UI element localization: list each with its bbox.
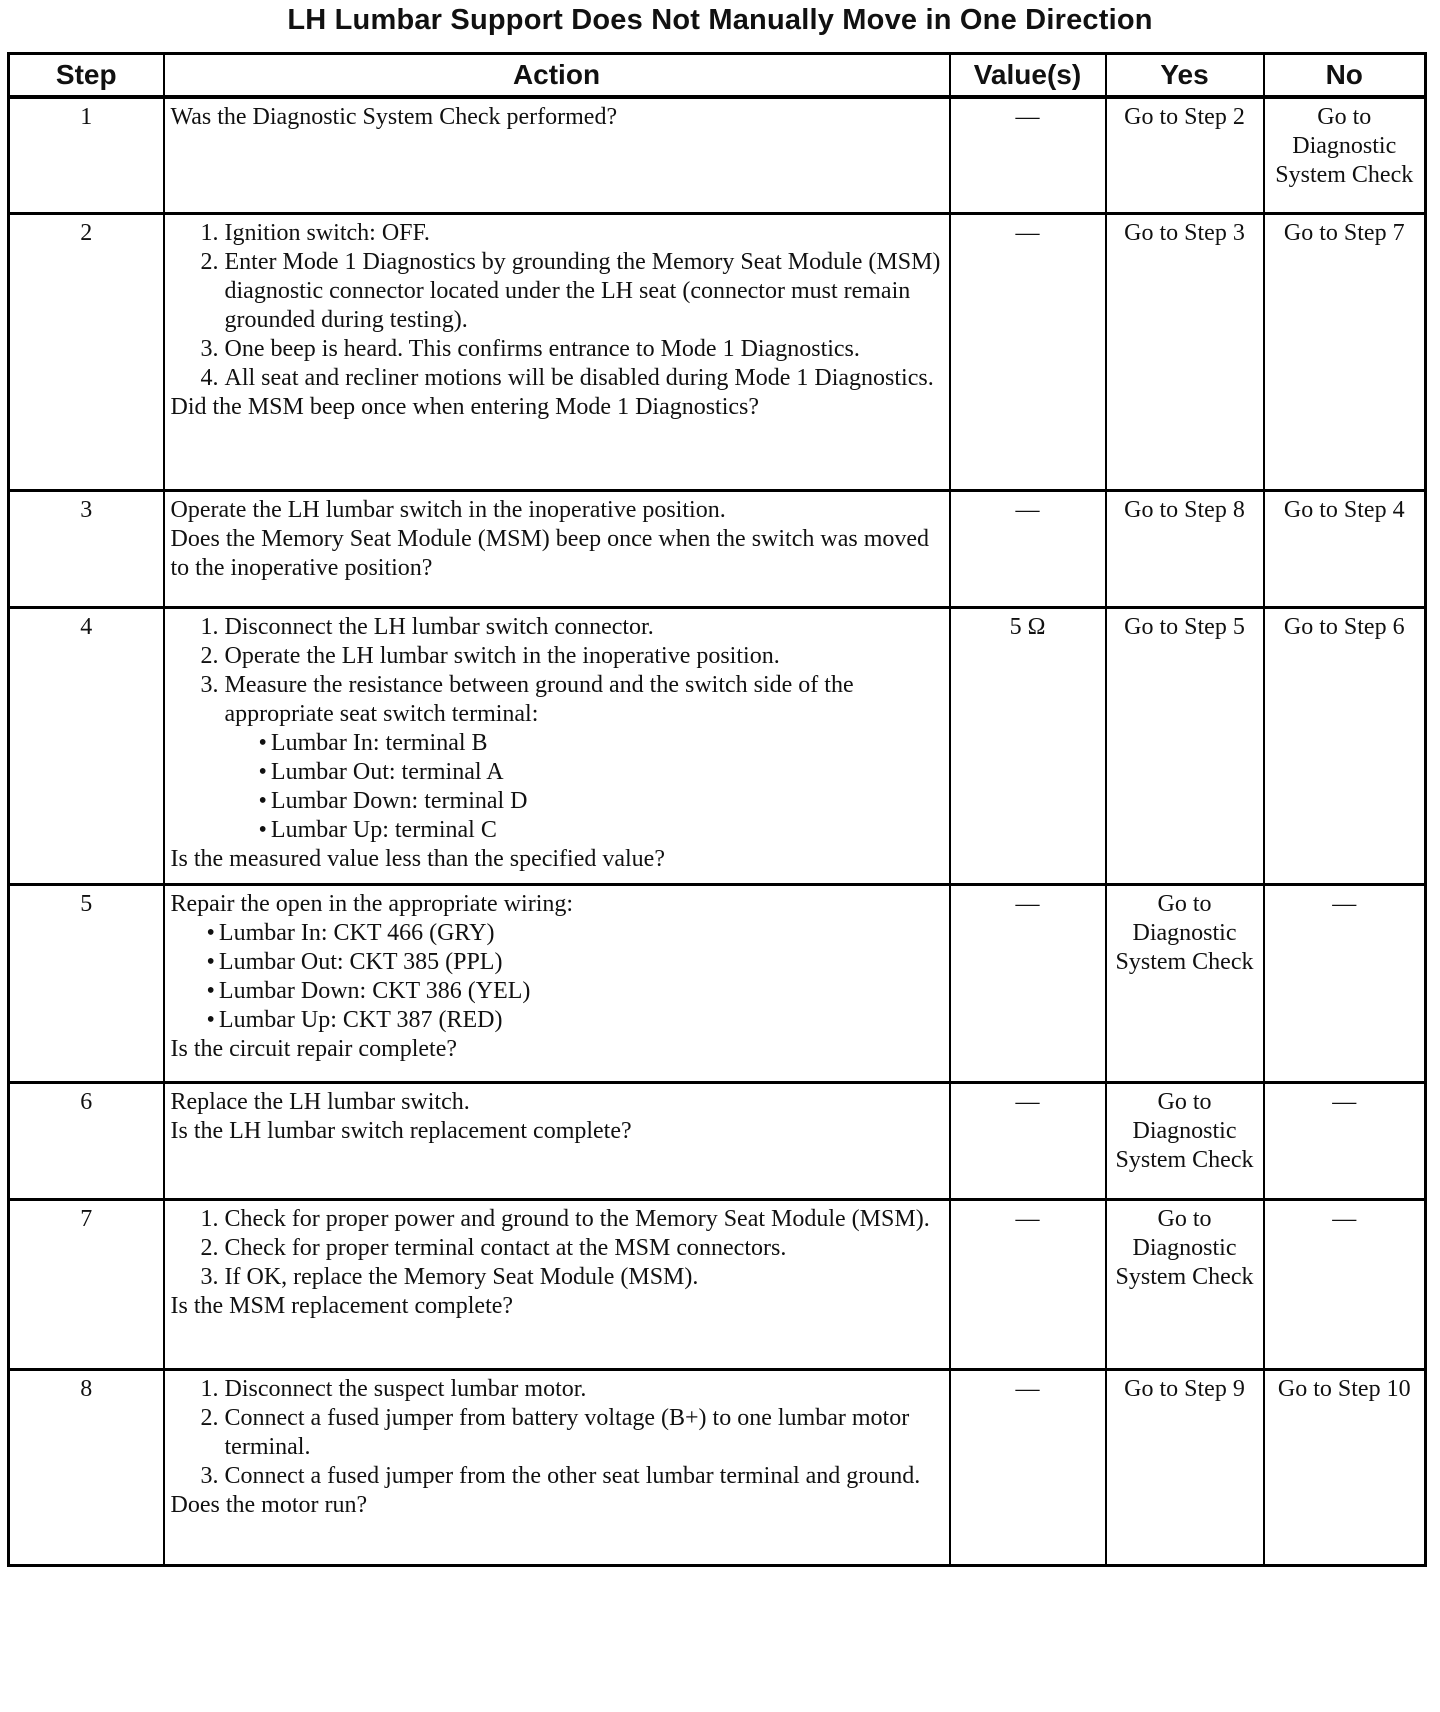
step-number-cell: 7 bbox=[9, 1199, 164, 1369]
action-steps-list bbox=[171, 1375, 943, 1491]
yes-result-cell: Go to Step 2 bbox=[1106, 97, 1264, 213]
action-step-item: 2. Connect a fused jumper from battery voltage (B+) to one lumbar motor terminal. bbox=[225, 1404, 943, 1462]
action-bullet-item: • Lumbar In: terminal B bbox=[259, 729, 943, 758]
action-intro: Replace the LH lumbar switch. bbox=[170, 1088, 470, 1115]
no-result-cell: — bbox=[1264, 1082, 1426, 1199]
action-intro: Was the Diagnostic System Check performed? bbox=[170, 104, 618, 130]
value-cell: — bbox=[950, 490, 1106, 607]
action-steps-list bbox=[171, 613, 943, 729]
action-bullet-list bbox=[171, 729, 943, 845]
action-step-item: 2. Operate the LH lumbar switch in the inoperative position. bbox=[225, 642, 943, 671]
action-bullet-item: • Lumbar Up: terminal C bbox=[259, 816, 943, 845]
value-cell: — bbox=[950, 1369, 1106, 1565]
action-step-item: 1. Disconnect the LH lumbar switch connector. bbox=[225, 613, 943, 642]
header-action: Action bbox=[164, 54, 950, 98]
no-result-cell: Go to Step 6 bbox=[1264, 607, 1426, 884]
action-cell bbox=[164, 1082, 950, 1199]
yes-result-cell: Go to Step 5 bbox=[1106, 607, 1264, 884]
yes-result-cell: Go to Diagnostic System Check bbox=[1106, 1082, 1264, 1199]
step-number-cell: 2 bbox=[9, 213, 164, 490]
action-question: Is the circuit repair complete? bbox=[170, 1035, 458, 1062]
table-row bbox=[9, 1082, 1426, 1199]
header-values: Value(s) bbox=[950, 54, 1106, 98]
action-step-item: 3. If OK, replace the Memory Seat Module (MSM). bbox=[225, 1263, 943, 1292]
action-step-item: 3. Measure the resistance between ground and the switch side of the appropriate seat switch terminal: bbox=[225, 671, 943, 729]
table-row bbox=[9, 884, 1426, 1082]
no-result-cell: Go to Step 10 bbox=[1264, 1369, 1426, 1565]
yes-result-cell: Go to Step 3 bbox=[1106, 213, 1264, 490]
action-cell bbox=[164, 884, 950, 1082]
action-step-item: 4. All seat and recliner motions will be disabled during Mode 1 Diagnostics. bbox=[225, 364, 943, 393]
step-number-cell: 8 bbox=[9, 1369, 164, 1565]
no-result-cell: — bbox=[1264, 884, 1426, 1082]
yes-result-cell: Go to Step 9 bbox=[1106, 1369, 1264, 1565]
yes-result-cell: Go to Step 8 bbox=[1106, 490, 1264, 607]
diagnostic-table bbox=[7, 52, 1427, 1567]
value-cell: — bbox=[950, 97, 1106, 213]
no-result-cell: Go to Step 4 bbox=[1264, 490, 1426, 607]
action-steps-list bbox=[171, 219, 943, 393]
action-bullet-list bbox=[171, 919, 943, 1035]
action-step-item: 2. Check for proper terminal contact at the MSM connectors. bbox=[225, 1234, 943, 1263]
action-cell bbox=[164, 1369, 950, 1565]
header-row bbox=[9, 54, 1426, 98]
value-cell: — bbox=[950, 213, 1106, 490]
action-bullet-item: • Lumbar Down: CKT 386 (YEL) bbox=[207, 977, 943, 1006]
header-yes: Yes bbox=[1106, 54, 1264, 98]
yes-result-cell: Go to Diagnostic System Check bbox=[1106, 884, 1264, 1082]
action-cell bbox=[164, 213, 950, 490]
no-result-cell: Go to Diagnostic System Check bbox=[1264, 97, 1426, 213]
yes-result-cell: Go to Diagnostic System Check bbox=[1106, 1199, 1264, 1369]
value-cell: — bbox=[950, 884, 1106, 1082]
action-question: Is the MSM replacement complete? bbox=[170, 1292, 514, 1319]
action-cell bbox=[164, 1199, 950, 1369]
action-question: Is the LH lumbar switch replacement complete? bbox=[170, 1117, 632, 1144]
value-cell: — bbox=[950, 1199, 1106, 1369]
action-step-item: 1. Disconnect the suspect lumbar motor. bbox=[225, 1375, 943, 1404]
action-bullet-item: • Lumbar Up: CKT 387 (RED) bbox=[207, 1006, 943, 1035]
action-question: Is the measured value less than the specified value? bbox=[170, 845, 665, 872]
value-cell: — bbox=[950, 1082, 1106, 1199]
action-bullet-item: • Lumbar In: CKT 466 (GRY) bbox=[207, 919, 943, 948]
no-result-cell: — bbox=[1264, 1199, 1426, 1369]
action-step-item: 1. Ignition switch: OFF. bbox=[225, 219, 943, 248]
action-bullet-item: • Lumbar Out: CKT 385 (PPL) bbox=[207, 948, 943, 977]
action-intro: Operate the LH lumbar switch in the inoperative position. bbox=[170, 496, 726, 523]
table-row bbox=[9, 213, 1426, 490]
action-question: Did the MSM beep once when entering Mode 1 Diagnostics? bbox=[170, 393, 760, 420]
action-step-item: 3. Connect a fused jumper from the other seat lumbar terminal and ground. bbox=[225, 1462, 943, 1491]
page-title: LH Lumbar Support Does Not Manually Move in One Direction bbox=[287, 4, 1153, 36]
action-cell bbox=[164, 490, 950, 607]
step-number-cell: 3 bbox=[9, 490, 164, 607]
action-step-item: 2. Enter Mode 1 Diagnostics by grounding the Memory Seat Module (MSM) diagnostic connector located under the LH seat (connector must remain grounded during testing). bbox=[225, 248, 943, 335]
table-row bbox=[9, 1369, 1426, 1565]
table-row bbox=[9, 97, 1426, 213]
action-step-item: 1. Check for proper power and ground to the Memory Seat Module (MSM). bbox=[225, 1205, 943, 1234]
action-bullet-item: • Lumbar Down: terminal D bbox=[259, 787, 943, 816]
value-cell: 5 Ω bbox=[950, 607, 1106, 884]
action-cell bbox=[164, 607, 950, 884]
action-step-item: 3. One beep is heard. This confirms entrance to Mode 1 Diagnostics. bbox=[225, 335, 943, 364]
table-row bbox=[9, 1199, 1426, 1369]
action-question: Does the Memory Seat Module (MSM) beep once when the switch was moved to the inoperative position? bbox=[170, 525, 930, 581]
action-bullet-item: • Lumbar Out: terminal A bbox=[259, 758, 943, 787]
action-intro: Repair the open in the appropriate wiring: bbox=[170, 890, 574, 917]
step-number-cell: 5 bbox=[9, 884, 164, 1082]
header-step: Step bbox=[9, 54, 164, 98]
step-number-cell: 1 bbox=[9, 97, 164, 213]
header-no: No bbox=[1264, 54, 1426, 98]
action-steps-list bbox=[171, 1205, 943, 1292]
step-number-cell: 6 bbox=[9, 1082, 164, 1199]
no-result-cell: Go to Step 7 bbox=[1264, 213, 1426, 490]
table-row bbox=[9, 490, 1426, 607]
table-row bbox=[9, 607, 1426, 884]
action-question: Does the motor run? bbox=[170, 1491, 368, 1518]
step-number-cell: 4 bbox=[9, 607, 164, 884]
action-cell bbox=[164, 97, 950, 213]
